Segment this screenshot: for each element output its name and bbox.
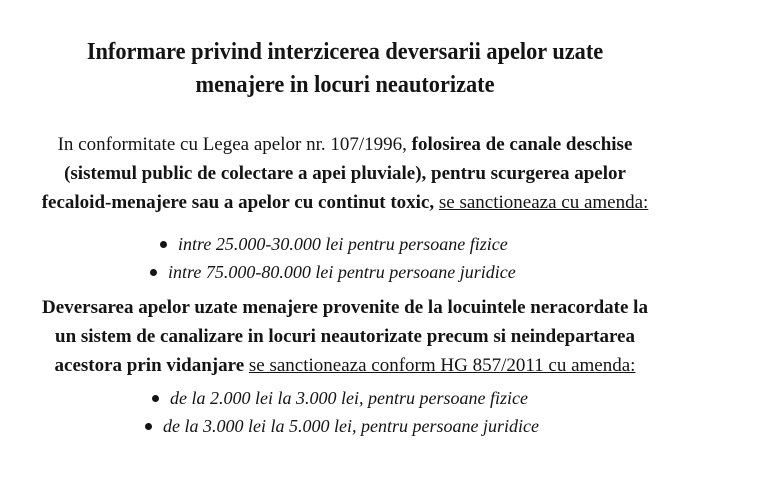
paragraph-deversarea bbox=[0, 293, 690, 380]
paragraph1-underlined-text: se sanctioneaza cu amenda: bbox=[438, 192, 649, 213]
fine-item-persoane-juridice: de la 3.000 lei la 5.000 lei, pentru persoane juridice bbox=[145, 412, 539, 440]
paragraph1-line-3 bbox=[0, 188, 690, 217]
fines-list-2 bbox=[152, 384, 539, 440]
paragraph1-line-1 bbox=[0, 130, 690, 159]
paragraph1-bold-text-1: folosirea de canale deschise bbox=[411, 134, 633, 155]
fine-item-persoane-juridice: intre 75.000-80.000 lei pentru persoane juridice bbox=[150, 258, 516, 286]
paragraph2-line-1: Deversarea apelor uzate menajere provenite de la locuintele neracordate la bbox=[42, 297, 648, 318]
fine-item-persoane-fizice: intre 25.000-30.000 lei pentru persoane fizice bbox=[160, 230, 516, 258]
paragraph-legea-apelor bbox=[0, 130, 690, 217]
paragraph2-line-3 bbox=[0, 351, 690, 380]
paragraph1-bold-text-3: fecaloid-menajere sau a apelor cu continut toxic, bbox=[41, 192, 435, 213]
paragraph1-intro-text: In conformitate cu Legea apelor nr. 107/1996, bbox=[57, 134, 412, 155]
fines-list-1 bbox=[160, 230, 516, 286]
document-title bbox=[24, 36, 666, 102]
paragraph2-line-2: un sistem de canalizare in locuri neautorizate precum si neindepartarea bbox=[55, 326, 635, 347]
paragraph2-bold-text-3: acestora prin vidanjare bbox=[54, 355, 245, 376]
paragraph1-line-2: (sistemul public de colectare a apei pluviale), pentru scurgerea apelor bbox=[64, 163, 626, 184]
title-line-1: Informare privind interzicerea deversarii apelor uzate bbox=[86, 39, 604, 65]
fine-item-persoane-fizice: de la 2.000 lei la 3.000 lei, pentru persoane fizice bbox=[152, 384, 539, 412]
paragraph2-underlined-text: se sanctioneaza conform HG 857/2011 cu amenda: bbox=[248, 355, 636, 376]
title-line-2: menajere in locuri neautorizate bbox=[195, 72, 495, 98]
